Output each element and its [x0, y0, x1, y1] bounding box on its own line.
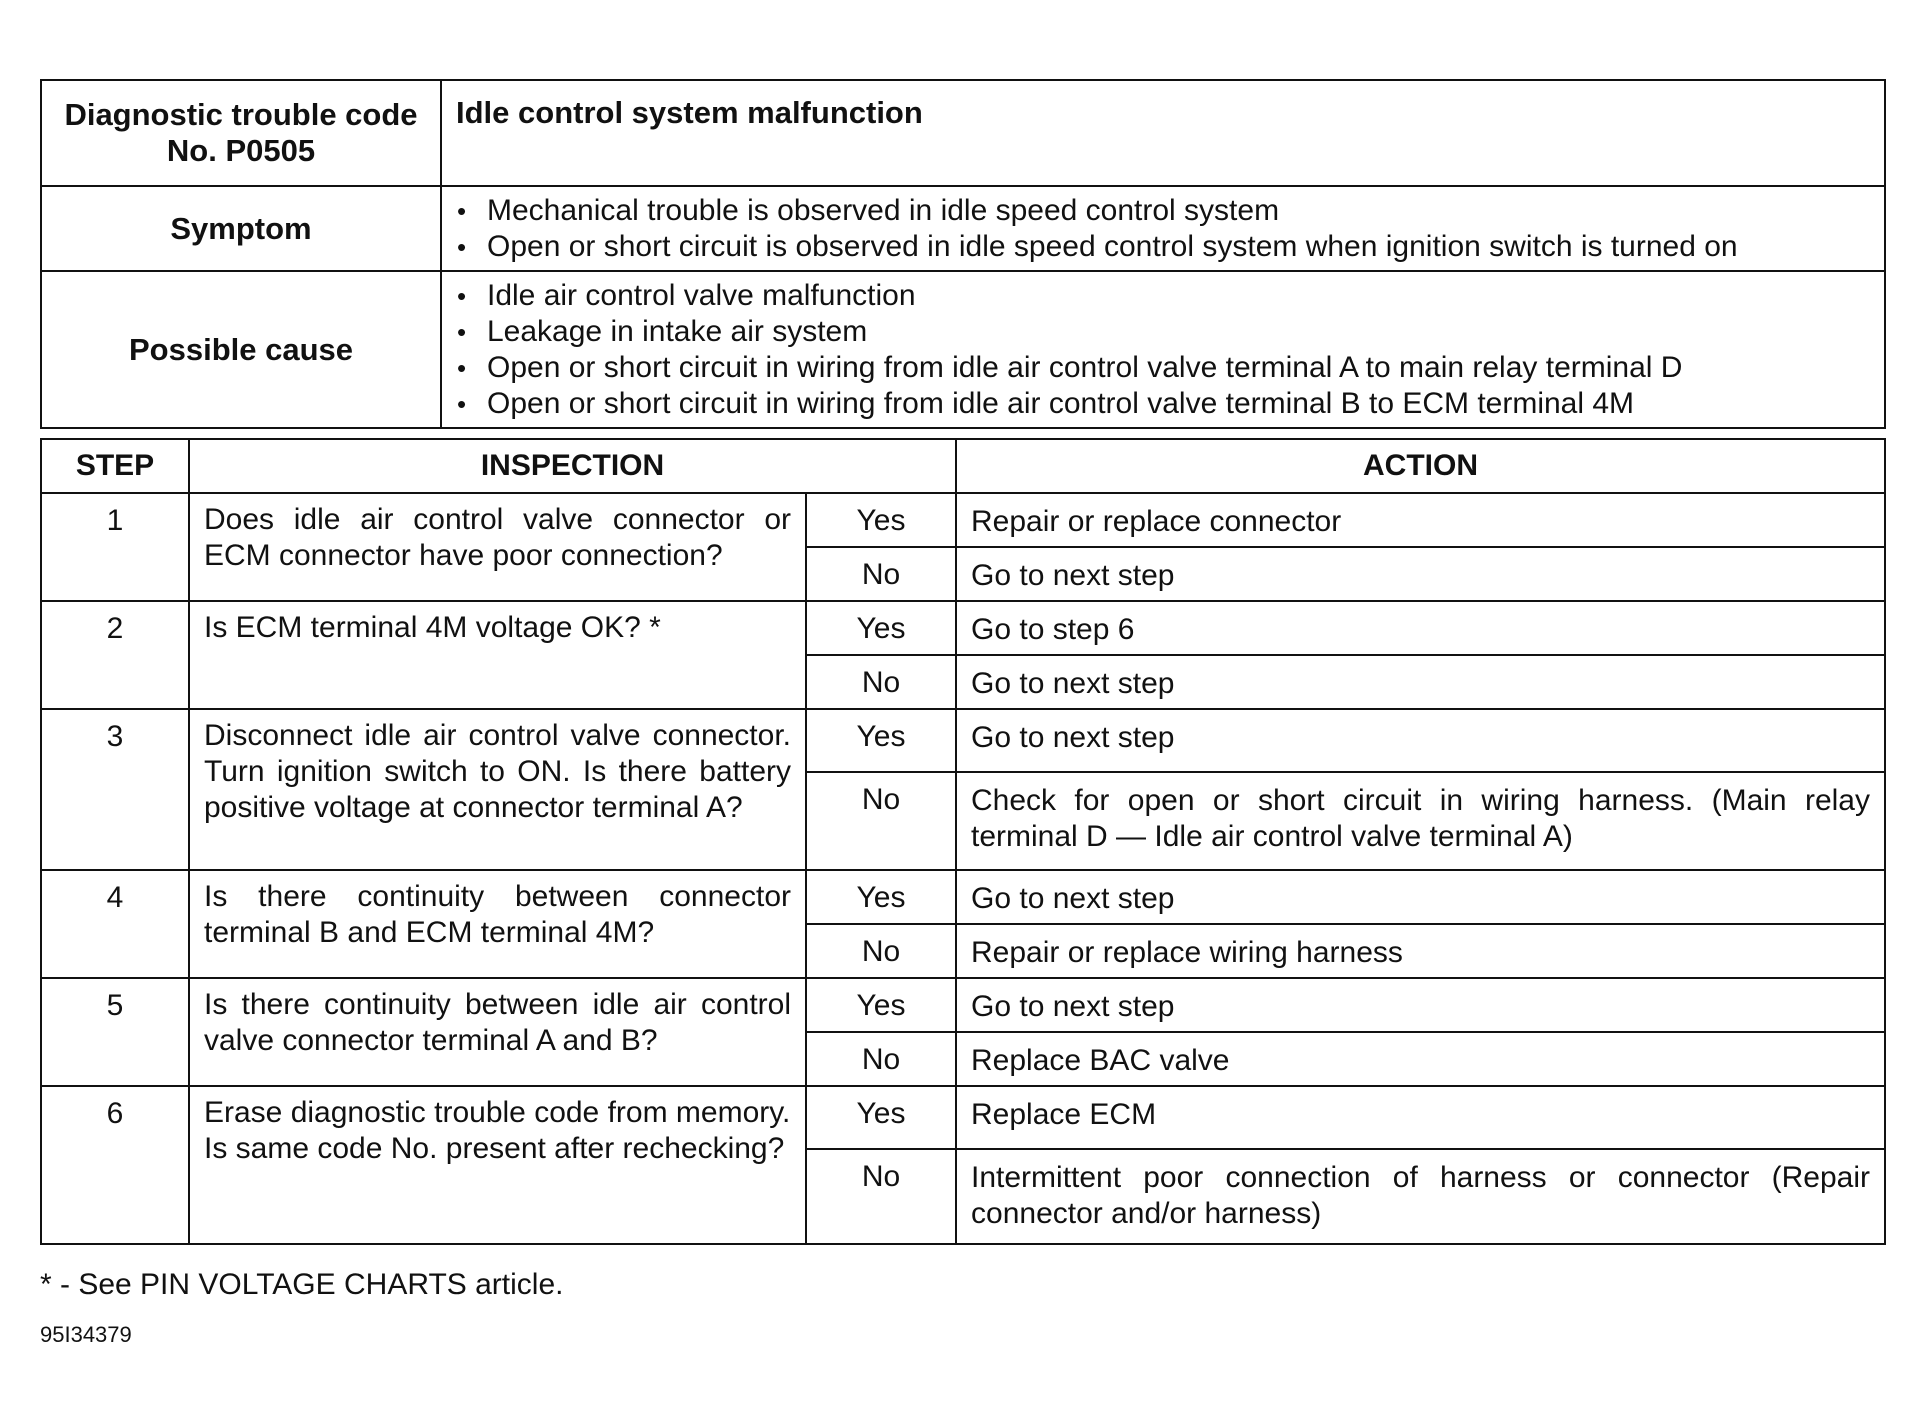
code-title: Idle control system malfunction: [441, 80, 1885, 186]
step-number: 1: [41, 493, 189, 601]
step-number: 2: [41, 601, 189, 709]
action-no: Check for open or short circuit in wiring harness. (Main relay terminal D — Idle air control valve terminal A): [956, 772, 1885, 870]
list-item: • Leakage in intake air system: [457, 314, 1883, 350]
list-item: • Mechanical trouble is observed in idle speed control system: [457, 193, 1883, 229]
cause-row: [41, 271, 1885, 428]
list-item: • Idle air control valve malfunction: [457, 278, 1883, 314]
action-yes: Repair or replace connector: [956, 493, 1885, 547]
code-row: [41, 80, 1885, 186]
answer-yes: Yes: [806, 709, 956, 772]
inspection-text: Is there continuity between connector terminal B and ECM terminal 4M?: [189, 870, 806, 978]
answer-no: No: [806, 547, 956, 601]
answer-yes: Yes: [806, 601, 956, 655]
table-row: [41, 709, 1885, 772]
inspection-text: Erase diagnostic trouble code from memory.: [204, 1096, 791, 1129]
action-yes: Go to next step: [956, 870, 1885, 924]
action-no: Go to next step: [956, 655, 1885, 709]
action-no: Go to next step: [956, 547, 1885, 601]
answer-yes: Yes: [806, 493, 956, 547]
column-header-action: ACTION: [956, 439, 1885, 493]
cause-label: Possible cause: [41, 271, 441, 428]
answer-no: No: [806, 1032, 956, 1086]
inspection-text: Is ECM terminal 4M voltage OK? *: [189, 601, 806, 709]
cause-list: [443, 278, 1883, 422]
answer-yes: Yes: [806, 1086, 956, 1149]
table-row: [41, 1086, 1885, 1149]
action-no: Intermittent poor connection of harness or connector (Repair connector and/or harness): [956, 1149, 1885, 1244]
step-number: 4: [41, 870, 189, 978]
footnote: * - See PIN VOLTAGE CHARTS article.: [40, 1268, 564, 1301]
steps-table: [40, 438, 1886, 1245]
answer-yes: Yes: [806, 870, 956, 924]
action-no: Replace BAC valve: [956, 1032, 1885, 1086]
action-yes: Go to next step: [956, 709, 1885, 772]
answer-no: No: [806, 924, 956, 978]
symptom-list-cell: [441, 186, 1885, 271]
code-label: Diagnostic trouble code No. P0505: [41, 80, 441, 186]
column-header-inspection: INSPECTION: [189, 439, 956, 493]
symptom-row: [41, 186, 1885, 271]
inspection-text: Does idle air control valve connector or ECM connector have poor connection?: [189, 493, 806, 601]
symptom-list: [443, 193, 1883, 265]
table-row: [41, 978, 1885, 1032]
step-number: 5: [41, 978, 189, 1086]
answer-no: No: [806, 772, 956, 870]
action-yes: Go to step 6: [956, 601, 1885, 655]
table-header-row: [41, 439, 1885, 493]
answer-no: No: [806, 1149, 956, 1244]
table-row: [41, 601, 1885, 655]
figure-id: 95I34379: [40, 1322, 132, 1347]
table-row: [41, 870, 1885, 924]
answer-yes: Yes: [806, 978, 956, 1032]
action-yes: Go to next step: [956, 978, 1885, 1032]
inspection-text: Disconnect idle air control valve connector. Turn ignition switch to ON. Is there battery positive voltage at connector terminal A?: [189, 709, 806, 870]
list-item: • Open or short circuit in wiring from idle air control valve terminal A to main relay terminal D: [457, 350, 1883, 386]
cause-list-cell: [441, 271, 1885, 428]
action-yes: Replace ECM: [956, 1086, 1885, 1149]
action-no: Repair or replace wiring harness: [956, 924, 1885, 978]
list-item: • Open or short circuit in wiring from idle air control valve terminal B to ECM terminal 4M: [457, 386, 1883, 422]
step-number: 6: [41, 1086, 189, 1244]
step-number: 3: [41, 709, 189, 870]
answer-no: No: [806, 655, 956, 709]
inspection-cell: [189, 1086, 806, 1244]
inspection-text: Is same code No. present after rechecking?: [204, 1132, 785, 1165]
symptom-label: Symptom: [41, 186, 441, 271]
column-header-step: STEP: [41, 439, 189, 493]
table-row: [41, 493, 1885, 547]
header-table: [40, 79, 1886, 429]
list-item: • Open or short circuit is observed in idle speed control system when ignition switch is turned on: [457, 229, 1883, 265]
inspection-text: Is there continuity between idle air control valve connector terminal A and B?: [189, 978, 806, 1086]
